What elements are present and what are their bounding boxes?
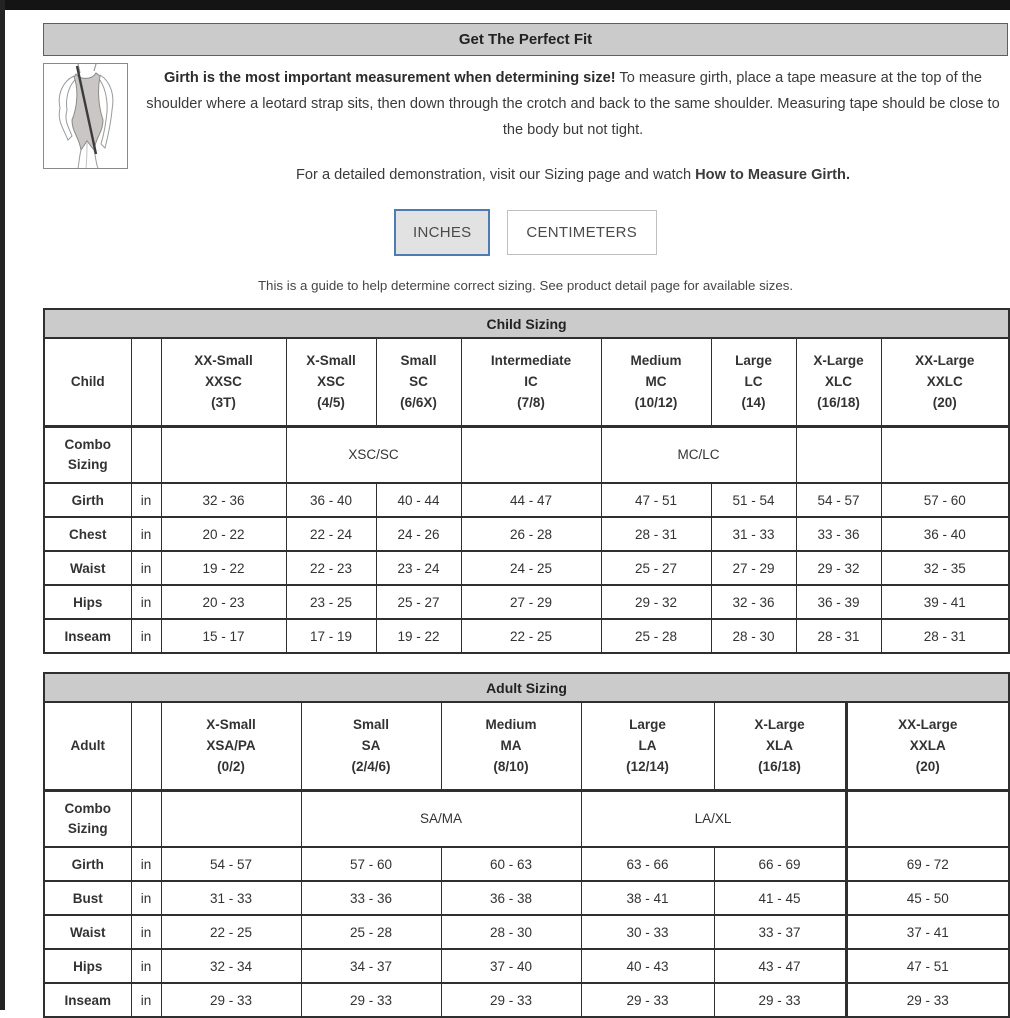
window-top-border — [0, 0, 1010, 10]
adult-size-value-cell: 34 - 37 — [301, 949, 441, 983]
child-combo-cell: MC/LC — [601, 426, 796, 483]
adult-size-value-cell: 28 - 30 — [441, 915, 581, 949]
child-table-title: Child Sizing — [44, 309, 1009, 338]
adult-size-value-cell: 33 - 37 — [714, 915, 846, 949]
adult-size-value-cell: 36 - 38 — [441, 881, 581, 915]
adult-combo-cell — [846, 790, 1009, 847]
adult-unit-cell: in — [131, 915, 161, 949]
adult-measurement-label: Bust — [44, 881, 131, 915]
leotard-girth-diagram — [43, 63, 128, 169]
adult-size-value-cell: 29 - 33 — [301, 983, 441, 1017]
child-size-column-header: XX-Small XXSC (3T) — [161, 338, 286, 426]
child-size-value-cell: 57 - 60 — [881, 483, 1009, 517]
child-size-column-header: Intermediate IC (7/8) — [461, 338, 601, 426]
adult-unit-header — [131, 702, 161, 790]
adult-size-value-cell: 63 - 66 — [581, 847, 714, 881]
child-size-value-cell: 44 - 47 — [461, 483, 601, 517]
adult-size-value-cell: 54 - 57 — [161, 847, 301, 881]
adult-combo-unit-cell — [131, 790, 161, 847]
child-size-value-cell: 20 - 23 — [161, 585, 286, 619]
adult-size-value-cell: 32 - 34 — [161, 949, 301, 983]
adult-size-value-cell: 22 - 25 — [161, 915, 301, 949]
window-left-border — [0, 0, 5, 1010]
adult-combo-cell: LA/XL — [581, 790, 846, 847]
child-unit-cell: in — [131, 585, 161, 619]
adult-size-value-cell: 29 - 33 — [581, 983, 714, 1017]
child-size-value-cell: 17 - 19 — [286, 619, 376, 653]
child-size-column-header: X-Large XLC (16/18) — [796, 338, 881, 426]
child-size-value-cell: 28 - 31 — [796, 619, 881, 653]
adult-unit-cell: in — [131, 949, 161, 983]
adult-measurement-label: Girth — [44, 847, 131, 881]
sizing-tables — [43, 308, 1008, 1018]
child-sizing-table — [43, 308, 1010, 654]
adult-measurement-label: Waist — [44, 915, 131, 949]
child-size-value-cell: 54 - 57 — [796, 483, 881, 517]
adult-size-value-cell: 57 - 60 — [301, 847, 441, 881]
adult-size-value-cell: 43 - 47 — [714, 949, 846, 983]
girth-instructions-bold: Girth is the most important measurement when determining size! — [163, 70, 616, 86]
child-size-value-cell: 27 - 29 — [711, 551, 796, 585]
demo-bold: How to Measure Girth. — [695, 167, 850, 183]
child-combo-unit-cell — [131, 426, 161, 483]
adult-size-column-header: Small SA (2/4/6) — [301, 702, 441, 790]
intro-text — [128, 63, 1008, 183]
child-measurement-label: Waist — [44, 551, 131, 585]
adult-size-value-cell: 47 - 51 — [846, 949, 1009, 983]
adult-size-value-cell: 40 - 43 — [581, 949, 714, 983]
child-size-value-cell: 24 - 26 — [376, 517, 461, 551]
adult-size-value-cell: 66 - 69 — [714, 847, 846, 881]
child-size-column-header: Large LC (14) — [711, 338, 796, 426]
child-size-column-header: Medium MC (10/12) — [601, 338, 711, 426]
adult-size-value-cell: 45 - 50 — [846, 881, 1009, 915]
child-size-value-cell: 29 - 32 — [601, 585, 711, 619]
child-combo-label: Combo Sizing — [44, 426, 131, 483]
child-unit-cell: in — [131, 517, 161, 551]
adult-size-value-cell: 30 - 33 — [581, 915, 714, 949]
child-size-value-cell: 25 - 27 — [376, 585, 461, 619]
child-combo-cell — [161, 426, 286, 483]
adult-measurement-label: Hips — [44, 949, 131, 983]
child-corner-label: Child — [44, 338, 131, 426]
child-size-value-cell: 33 - 36 — [796, 517, 881, 551]
child-measurement-label: Inseam — [44, 619, 131, 653]
adult-size-value-cell: 31 - 33 — [161, 881, 301, 915]
child-size-value-cell: 24 - 25 — [461, 551, 601, 585]
adult-unit-cell: in — [131, 847, 161, 881]
adult-sizing-table — [43, 672, 1010, 1018]
child-size-value-cell: 40 - 44 — [376, 483, 461, 517]
child-measurement-label: Chest — [44, 517, 131, 551]
child-combo-cell: XSC/SC — [286, 426, 461, 483]
child-unit-cell: in — [131, 483, 161, 517]
adult-unit-cell: in — [131, 983, 161, 1017]
adult-measurement-label: Inseam — [44, 983, 131, 1017]
child-size-value-cell: 36 - 40 — [881, 517, 1009, 551]
child-size-value-cell: 36 - 40 — [286, 483, 376, 517]
child-size-value-cell: 32 - 36 — [161, 483, 286, 517]
adult-size-value-cell: 60 - 63 — [441, 847, 581, 881]
child-size-value-cell: 29 - 32 — [796, 551, 881, 585]
child-size-value-cell: 22 - 23 — [286, 551, 376, 585]
child-measurement-label: Girth — [44, 483, 131, 517]
child-size-value-cell: 36 - 39 — [796, 585, 881, 619]
child-combo-cell — [461, 426, 601, 483]
intro-section — [43, 63, 1008, 183]
child-size-value-cell: 22 - 25 — [461, 619, 601, 653]
child-size-value-cell: 39 - 41 — [881, 585, 1009, 619]
adult-size-value-cell: 29 - 33 — [714, 983, 846, 1017]
child-size-value-cell: 23 - 25 — [286, 585, 376, 619]
adult-size-column-header: Medium MA (8/10) — [441, 702, 581, 790]
adult-size-value-cell: 25 - 28 — [301, 915, 441, 949]
unit-toggle — [43, 209, 1008, 256]
demo-prefix: For a detailed demonstration, visit our Sizing page and watch — [296, 167, 696, 183]
child-size-value-cell: 28 - 31 — [601, 517, 711, 551]
child-size-value-cell: 47 - 51 — [601, 483, 711, 517]
adult-unit-cell: in — [131, 881, 161, 915]
child-size-value-cell: 25 - 27 — [601, 551, 711, 585]
sizing-guide-page — [43, 10, 1008, 1018]
adult-size-value-cell: 29 - 33 — [846, 983, 1009, 1017]
adult-size-value-cell: 38 - 41 — [581, 881, 714, 915]
page-title: Get The Perfect Fit — [458, 31, 593, 48]
child-size-value-cell: 25 - 28 — [601, 619, 711, 653]
inches-button[interactable]: INCHES — [394, 209, 490, 256]
child-size-value-cell: 32 - 35 — [881, 551, 1009, 585]
child-size-value-cell: 26 - 28 — [461, 517, 601, 551]
child-size-value-cell: 51 - 54 — [711, 483, 796, 517]
adult-size-column-header: X-Large XLA (16/18) — [714, 702, 846, 790]
adult-size-value-cell: 37 - 41 — [846, 915, 1009, 949]
child-size-value-cell: 27 - 29 — [461, 585, 601, 619]
adult-size-column-header: XX-Large XXLA (20) — [846, 702, 1009, 790]
adult-size-value-cell: 29 - 33 — [161, 983, 301, 1017]
adult-combo-cell — [161, 790, 301, 847]
adult-size-value-cell: 29 - 33 — [441, 983, 581, 1017]
child-size-value-cell: 20 - 22 — [161, 517, 286, 551]
child-unit-cell: in — [131, 551, 161, 585]
adult-size-value-cell: 41 - 45 — [714, 881, 846, 915]
sizing-disclaimer: This is a guide to help determine correct sizing. See product detail page for available sizes. — [257, 278, 794, 293]
adult-size-value-cell: 33 - 36 — [301, 881, 441, 915]
child-combo-cell — [796, 426, 881, 483]
adult-size-value-cell: 69 - 72 — [846, 847, 1009, 881]
adult-size-column-header: X-Small XSA/PA (0/2) — [161, 702, 301, 790]
child-size-value-cell: 22 - 24 — [286, 517, 376, 551]
adult-size-value-cell: 37 - 40 — [441, 949, 581, 983]
adult-combo-label: Combo Sizing — [44, 790, 131, 847]
child-size-value-cell: 28 - 30 — [711, 619, 796, 653]
child-combo-cell — [881, 426, 1009, 483]
demo-link-line — [138, 167, 1008, 183]
child-unit-cell: in — [131, 619, 161, 653]
child-measurement-label: Hips — [44, 585, 131, 619]
adult-size-column-header: Large LA (12/14) — [581, 702, 714, 790]
child-size-value-cell: 28 - 31 — [881, 619, 1009, 653]
child-unit-header — [131, 338, 161, 426]
centimeters-button[interactable]: CENTIMETERS — [507, 210, 657, 255]
child-size-column-header: X-Small XSC (4/5) — [286, 338, 376, 426]
child-size-column-header: Small SC (6/6X) — [376, 338, 461, 426]
adult-table-title: Adult Sizing — [44, 673, 1009, 702]
adult-combo-cell: SA/MA — [301, 790, 581, 847]
child-size-value-cell: 19 - 22 — [376, 619, 461, 653]
girth-instructions — [138, 65, 1008, 143]
child-size-value-cell: 19 - 22 — [161, 551, 286, 585]
page-title-bar — [43, 23, 1008, 56]
child-size-column-header: XX-Large XXLC (20) — [881, 338, 1009, 426]
child-size-value-cell: 32 - 36 — [711, 585, 796, 619]
child-size-value-cell: 31 - 33 — [711, 517, 796, 551]
child-size-value-cell: 23 - 24 — [376, 551, 461, 585]
girth-instructions-rest: To measure girth, place a tape measure at the top of the shoulder where a leotard strap sits, then down through the crotch and back to the same shoulder. Measuring tape should be close to the body but not tight. — [146, 70, 1000, 138]
child-size-value-cell: 15 - 17 — [161, 619, 286, 653]
adult-corner-label: Adult — [44, 702, 131, 790]
